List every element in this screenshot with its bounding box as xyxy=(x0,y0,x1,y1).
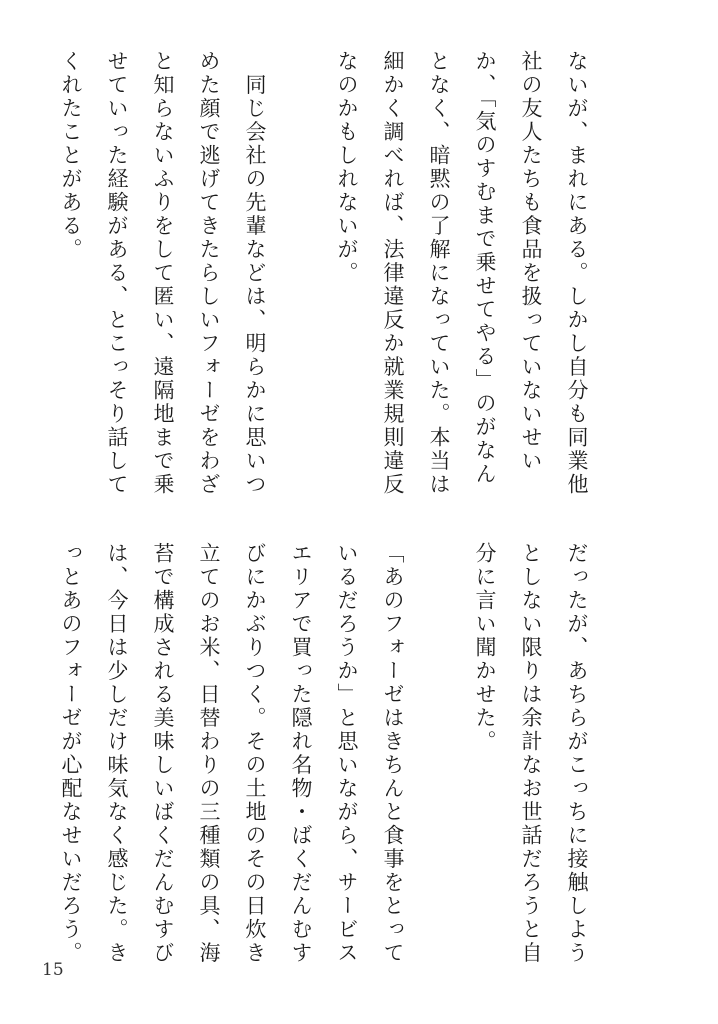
paragraph: 「あのフォーゼはきちんと食事をとっているだろうか」と思いながら、サービスエリアで買った隠れ名物・ばくだんむすびにかぶりつく。その土地のその日炊き立てのお米、日替わりの三種類の具、海苔で構成される美味しいばくだんむすびは、今日は少しだけ味気なく感じた。きっとあのフォーゼが心配なせいだろう。 xyxy=(59,542,405,965)
paragraph: ないが、まれにある。しかし自分も同業他社の友人たちも食品を扱っていないせいか、「気のすむまで乗せてやる」のがなんとなく、暗黙の了解になっていた。本当は細かく調べれば、法律違反か就業規則違反なのかもしれないが。 xyxy=(335,50,589,497)
page-number: 15 xyxy=(42,960,64,980)
paragraph: 同じ会社の先輩などは、明らかに思いつめた顔で逃げてきたらしいフォーゼをわざと知らないふりをして匿い、遠隔地まで乗せていった経験がある、とこっそり話してくれたことがある。 xyxy=(59,50,267,497)
paragraph: だったが、あちらがこっちに接触しようとしない限りは余計なお世話だろうと自分に言い聞かせた。 xyxy=(473,542,589,965)
upper-text-block xyxy=(56,50,646,500)
lower-text-block xyxy=(56,542,646,972)
